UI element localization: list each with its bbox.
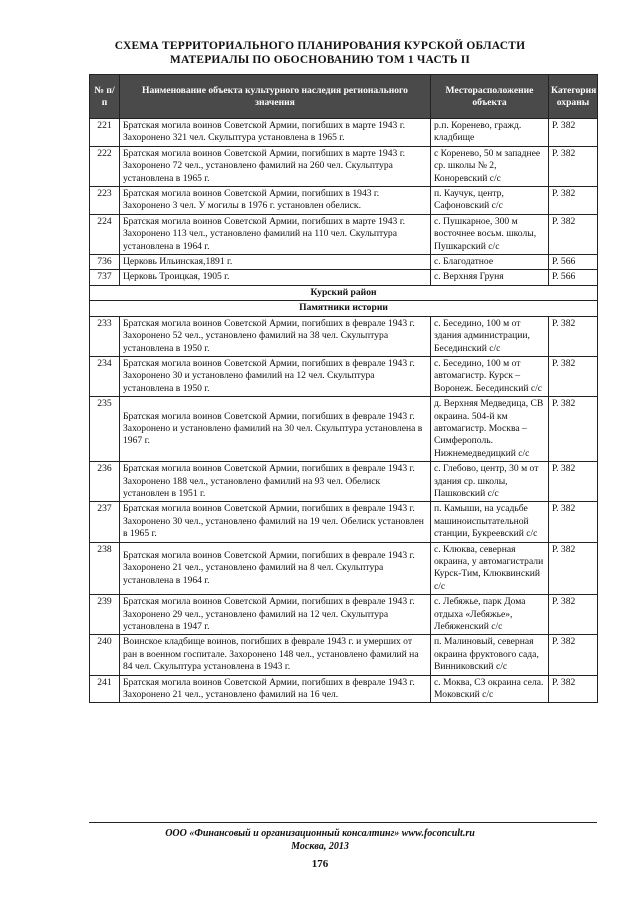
column-header-category: Категория охраны — [549, 75, 598, 119]
column-header-number: № п/п — [90, 75, 120, 119]
row-number: 233 — [90, 316, 120, 356]
table-row — [90, 542, 598, 595]
row-number: 238 — [90, 542, 120, 595]
row-location: с. Беседино, 100 м от автомагистр. Курск – Воронеж. Бесединский с/с — [431, 356, 549, 396]
row-name: Братская могила воинов Советской Армии, погибших в феврале 1943 г. Захоронено 21 чел., установлено фамилий на 16 чел. — [120, 675, 431, 703]
row-number: 237 — [90, 502, 120, 542]
row-number: 223 — [90, 187, 120, 215]
page-number: 176 — [311, 858, 329, 870]
row-location: с Коренево, 50 м западнее ср. школы № 2, Коноревский с/с — [431, 146, 549, 186]
row-category: Р. 382 — [549, 462, 598, 502]
row-number: 240 — [90, 635, 120, 675]
row-category: Р. 382 — [549, 675, 598, 703]
section-row-district — [90, 285, 598, 300]
row-name: Братская могила воинов Советской Армии, погибших в феврале 1943 г. Захоронено 52 чел., установлено фамилий на 38 чел. Скульптура установлена в 1950 г. — [120, 316, 431, 356]
table-row — [90, 214, 598, 254]
row-location: с. Пушкарное, 300 м восточнее восьм. школы, Пушкарский с/с — [431, 214, 549, 254]
row-location: с. Верхняя Груня — [431, 270, 549, 285]
row-name: Братская могила воинов Советской Армии, погибших в феврале 1943 г. Захоронено и установлено фамилий на 30 чел. Скульптура установлена в 1967 г. — [120, 397, 431, 462]
row-location: п. Каучук, центр, Сафоновский с/с — [431, 187, 549, 215]
row-location: с. Глебово, центр, 30 м от здания ср. школы, Пашковский с/с — [431, 462, 549, 502]
row-category: Р. 382 — [549, 119, 598, 147]
row-number: 236 — [90, 462, 120, 502]
row-name: Братская могила воинов Советской Армии, погибших в феврале 1943 г. Захоронено 21 чел., установлено фамилий на 8 чел. Скульптура установлена в 1964 г. — [120, 542, 431, 595]
row-name: Братская могила воинов Советской Армии, погибших в марте 1943 г. Захоронено 321 чел. Скульптура установлена в 1965 г. — [120, 119, 431, 147]
row-name: Братская могила воинов Советской Армии, погибших в феврале 1943 г. Захоронено 30 и установлено фамилий на 12 чел. Скульптура установлена в 1950 г. — [120, 356, 431, 396]
row-name: Братская могила воинов Советской Армии, погибших в марте 1943 г. Захоронено 113 чел., установлено фамилий на 110 чел. Скульптура установлена в 1964 г. — [120, 214, 431, 254]
section-row-history — [90, 301, 598, 316]
row-category: Р. 382 — [549, 542, 598, 595]
table-row — [90, 119, 598, 147]
column-header-location: Месторасположение объекта — [431, 75, 549, 119]
row-category: Р. 382 — [549, 502, 598, 542]
footer-city-year: Москва, 2013 — [291, 841, 349, 852]
row-category: Р. 382 — [549, 146, 598, 186]
row-category: Р. 382 — [549, 595, 598, 635]
row-location: д. Верхняя Медведица, СВ окраина. 504-й км автомагистр. Москва – Симферополь. Нижнемедведицкий с/с — [431, 397, 549, 462]
row-name: Воинское кладбище воинов, погибших в феврале 1943 г. и умерших от ран в военном госпитале. Захоронено 148 чел., установлено фамилий на 84 чел. Скульптура установлена в 1943 г. — [120, 635, 431, 675]
row-name: Братская могила воинов Советской Армии, погибших в 1943 г. Захоронено 3 чел. У могилы в 1976 г. установлен обелиск. — [120, 187, 431, 215]
row-name: Церковь Троицкая, 1905 г. — [120, 270, 431, 285]
row-category: Р. 382 — [549, 316, 598, 356]
row-category: Р. 566 — [549, 270, 598, 285]
document-title: СХЕМА ТЕРРИТОРИАЛЬНОГО ПЛАНИРОВАНИЯ КУРСКОЙ ОБЛАСТИ — [114, 40, 526, 52]
row-name: Братская могила воинов Советской Армии, погибших в феврале 1943 г. Захоронено 30 чел., установлено фамилий на 19 чел. Обелиск установлен в 1965 г. — [120, 502, 431, 542]
row-number: 221 — [90, 119, 120, 147]
row-number: 737 — [90, 270, 120, 285]
row-number: 241 — [90, 675, 120, 703]
row-location: с. Лебяжье, парк Дома отдыха «Лебяжье», Лебяженский с/с — [431, 595, 549, 635]
row-location: с. Беседино, 100 м от здания администрации, Бесединский с/с — [431, 316, 549, 356]
row-location: р.п. Коренево, гражд. кладбище — [431, 119, 549, 147]
row-location: п. Малиновый, северная окраина фруктового сада, Винниковский с/с — [431, 635, 549, 675]
section-title-history: Памятники истории — [90, 301, 598, 316]
table-row — [90, 462, 598, 502]
row-category: Р. 382 — [549, 187, 598, 215]
table-row — [90, 595, 598, 635]
table-header-row — [90, 75, 598, 119]
row-number: 224 — [90, 214, 120, 254]
row-category: Р. 382 — [549, 635, 598, 675]
row-location: п. Камыши, на усадьбе машиноиспытательной станции, Букреевский с/с — [431, 502, 549, 542]
heritage-table — [89, 74, 598, 703]
row-number: 222 — [90, 146, 120, 186]
section-title-district: Курский район — [90, 285, 598, 300]
row-name: Братская могила воинов Советской Армии, погибших в марте 1943 г. Захоронено 72 чел., установлено фамилий на 260 чел. Скульптура установлена в 1965 г. — [120, 146, 431, 186]
column-header-name: Наименование объекта культурного наследия регионального значения — [120, 75, 431, 119]
row-category: Р. 382 — [549, 214, 598, 254]
table-row — [90, 255, 598, 270]
row-number: 234 — [90, 356, 120, 396]
table-row — [90, 502, 598, 542]
row-location: с. Клюква, северная окраина, у автомагистрали Курск-Тим, Клюквинский с/с — [431, 542, 549, 595]
row-number: 736 — [90, 255, 120, 270]
row-name: Братская могила воинов Советской Армии, погибших в феврале 1943 г. Захоронено 188 чел., установлено фамилий на 93 чел. Обелиск установлен в 1951 г. — [120, 462, 431, 502]
row-location: с. Моква, СЗ окраина села. Моковский с/с — [431, 675, 549, 703]
footer-divider — [89, 822, 597, 823]
row-name: Церковь Ильинская,1891 г. — [120, 255, 431, 270]
table-row — [90, 397, 598, 462]
row-name: Братская могила воинов Советской Армии, погибших в феврале 1943 г. Захоронено 29 чел., установлено фамилий на 12 чел. Скульптура установлена в 1947 г. — [120, 595, 431, 635]
row-category: Р. 382 — [549, 397, 598, 462]
row-category: Р. 382 — [549, 356, 598, 396]
table-row — [90, 316, 598, 356]
row-number: 239 — [90, 595, 120, 635]
row-category: Р. 566 — [549, 255, 598, 270]
table-row — [90, 270, 598, 285]
table-row — [90, 356, 598, 396]
table-row — [90, 187, 598, 215]
table-row — [90, 146, 598, 186]
row-number: 235 — [90, 397, 120, 462]
table-row — [90, 635, 598, 675]
document-subtitle: МАТЕРИАЛЫ ПО ОБОСНОВАНИЮ ТОМ 1 ЧАСТЬ II — [169, 54, 471, 66]
table-row — [90, 675, 598, 703]
footer-company: ООО «Финансовый и организационный консалтинг» www.foconcult.ru — [165, 828, 475, 839]
row-location: с. Благодатное — [431, 255, 549, 270]
